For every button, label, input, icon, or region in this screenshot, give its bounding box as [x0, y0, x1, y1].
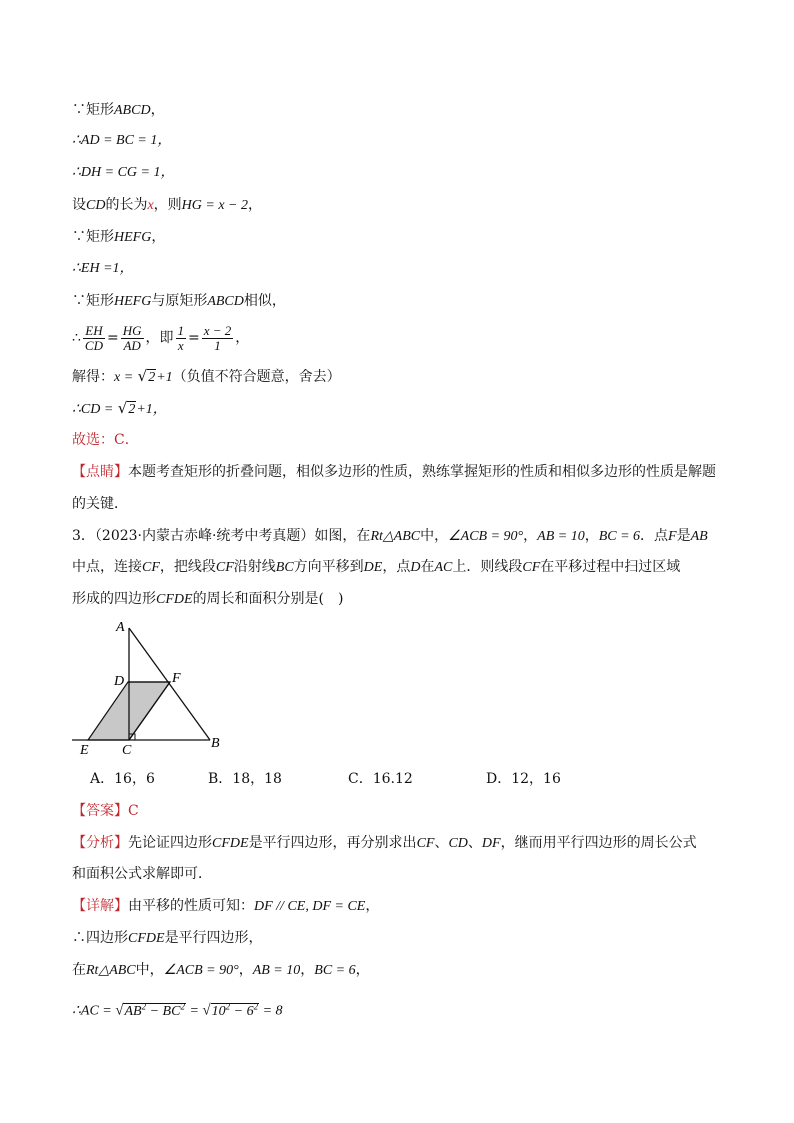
line-dh-cg: ∴DH = CG = 1，: [72, 165, 175, 180]
math-var: D: [410, 560, 421, 575]
math-var: CFDE: [156, 592, 193, 607]
text: ，: [355, 962, 370, 978]
math-var: − BC: [146, 1003, 181, 1019]
math-expr: x =: [114, 370, 134, 385]
text: ，: [150, 102, 165, 118]
text: 中点，连接: [72, 559, 142, 575]
line-analysis-cont: 和面积公式求解即可．: [72, 866, 212, 882]
math-var: CFDE: [212, 836, 249, 851]
text: 先论证四边形: [128, 835, 212, 851]
exponent: 2: [141, 1001, 147, 1011]
text: 是: [676, 528, 691, 544]
text: 中，: [135, 962, 164, 978]
numerator: HG: [122, 322, 142, 338]
fraction: [83, 324, 105, 353]
math-var: HEFG: [114, 294, 152, 309]
math-var: CFDE: [128, 931, 165, 946]
line-set-cd: [72, 195, 262, 216]
line-choice: [72, 430, 139, 450]
denominator: x: [177, 337, 184, 353]
option-b[interactable]: [208, 769, 282, 789]
math-var: − 6: [230, 1003, 254, 1019]
math-expr: BC = 6: [598, 529, 641, 544]
sqrt-sign: √: [117, 399, 128, 417]
math-var: 10: [211, 1003, 226, 1019]
numerator: 1: [177, 322, 184, 338]
section-tag: 【分析】: [72, 835, 128, 851]
line-comment-cont: 的关键．: [72, 496, 128, 512]
math-var: F: [668, 529, 677, 544]
line-comment: [72, 462, 716, 482]
text: 是平行四边形，再分别求出: [248, 835, 417, 851]
text: 、: [467, 835, 482, 851]
math-var: ABCD: [114, 103, 151, 118]
text: ∵矩形: [72, 229, 114, 245]
math-var: CD: [86, 198, 106, 213]
text: 方向平移到: [293, 559, 364, 575]
text: 是平行四边形，: [164, 930, 263, 946]
denominator: CD: [84, 337, 103, 353]
text: ，即: [145, 330, 174, 346]
text: 由平移的性质可知：: [128, 898, 254, 914]
label-a: A: [116, 620, 125, 635]
math-expr: BC = 6: [314, 963, 356, 978]
sqrt-sign: √: [137, 367, 148, 385]
question-3-line-3: [72, 589, 344, 610]
radicand: 2: [128, 402, 136, 417]
option-value: 12，16: [511, 771, 561, 787]
line-similar: [72, 291, 286, 312]
text: ∴四边形: [72, 930, 128, 946]
option-key: A．: [90, 771, 115, 787]
line-ratio: [72, 320, 249, 356]
text: ，则: [153, 197, 182, 213]
text: ，: [238, 962, 253, 978]
label-f: F: [172, 671, 181, 686]
math-expr: = 8: [259, 1003, 283, 1019]
text: 相似，: [243, 293, 286, 309]
math-expr: HG = x − 2: [181, 198, 249, 213]
text: 沿射线: [233, 559, 276, 575]
text: ∴: [72, 330, 81, 346]
math-expr: ∴AC =: [72, 1003, 112, 1019]
math-expr: +1: [156, 370, 173, 385]
math-expr: AB = 10: [252, 963, 301, 978]
math-var: AB: [690, 529, 708, 544]
denominator: AD: [123, 337, 141, 353]
exponent: 2: [180, 1001, 185, 1011]
line-rect-hefg: [72, 227, 165, 248]
fraction: [176, 324, 187, 353]
math-var: CD: [448, 836, 468, 851]
math-expr: ∠ACB = 90°: [163, 963, 239, 978]
text: 在: [420, 559, 435, 575]
text: 在平移过程中扫过区域: [540, 559, 681, 575]
text: （负值不符合题意，舍去）: [172, 369, 341, 385]
text: ，: [235, 330, 250, 346]
text: 本题考查矩形的折叠问题，相似多边形的性质，熟练掌握矩形的性质和相似多边形的性质是解题: [128, 464, 716, 480]
line-rect-abcd: [72, 100, 165, 121]
line-eh: ∴EH =1，: [72, 261, 134, 276]
triangle-figure: [72, 616, 242, 761]
text: ∵矩形: [72, 102, 114, 118]
text: 设: [72, 197, 86, 213]
math-var: x: [147, 198, 154, 213]
line-detail: [72, 896, 379, 917]
math-var: ABCD: [207, 294, 244, 309]
text: ．点: [640, 528, 669, 544]
text: ，继而用平行四边形的周长公式: [500, 835, 697, 851]
text: ，: [248, 197, 263, 213]
text: 在: [72, 962, 86, 978]
label-d: D: [114, 674, 125, 689]
line-answer: [72, 801, 139, 821]
math-expr: AB = 10: [537, 529, 585, 544]
line-solve: [72, 366, 341, 388]
label-b: B: [211, 736, 220, 751]
option-key: C．: [348, 771, 373, 787]
text: ∵矩形: [72, 293, 114, 309]
option-d[interactable]: [486, 769, 561, 789]
section-tag: 【点睛】: [72, 464, 128, 480]
answer-letter: C: [114, 432, 125, 448]
exponent: 2: [225, 1001, 231, 1011]
text: =: [188, 330, 200, 346]
text: 形成的四边形: [72, 591, 156, 607]
radicand: [123, 1003, 185, 1019]
math-var: DF: [481, 836, 501, 851]
line-triangle-given: [72, 960, 370, 981]
math-expr: Rt△ABC: [370, 529, 421, 544]
option-c[interactable]: [348, 769, 413, 789]
math-var: CF: [142, 560, 160, 575]
text: 与原矩形: [151, 293, 208, 309]
text: ，: [151, 229, 166, 245]
text: 中，: [420, 528, 449, 544]
text: 的长为: [105, 197, 148, 213]
sqrt-sign: √: [115, 1002, 124, 1019]
text: 故选：: [72, 432, 114, 448]
radicand: 2: [148, 370, 156, 385]
text: 上．则线段: [452, 559, 523, 575]
line-parallelogram: [72, 928, 263, 949]
option-a[interactable]: [90, 769, 155, 789]
math-var: CF: [416, 836, 435, 851]
text: ，: [584, 528, 599, 544]
section-tag: 【详解】: [72, 898, 128, 914]
answer-letter: C: [128, 803, 139, 819]
text: ．: [124, 432, 139, 448]
text: ，把线段: [159, 559, 216, 575]
math-var: AB: [124, 1003, 142, 1019]
math-var: CF: [522, 560, 541, 575]
text: ，: [523, 528, 538, 544]
option-value: 18，18: [232, 771, 282, 787]
math-expr: +1，: [136, 402, 167, 417]
numerator: EH: [85, 322, 103, 338]
text: ，点: [382, 559, 411, 575]
label-e: E: [80, 743, 89, 758]
section-tag: 【答案】: [72, 803, 128, 819]
text: =: [106, 330, 119, 346]
line-ac-calc: [72, 996, 283, 1022]
question-3-line-2: [72, 557, 680, 578]
text: ，: [300, 962, 315, 978]
math-expr: Rt△ABC: [86, 963, 136, 978]
math-var: BC: [275, 560, 294, 575]
math-expr: ∴CD =: [72, 402, 114, 417]
numerator: x − 2: [203, 322, 232, 338]
text: 、: [434, 835, 449, 851]
radicand: [211, 1003, 259, 1019]
math-var: CF: [215, 560, 234, 575]
math-var: DE: [363, 560, 383, 575]
label-c: C: [122, 743, 132, 758]
math-var: HEFG: [114, 230, 152, 245]
math-expr: ∠ACB = 90°: [448, 529, 524, 544]
option-value: 16.12: [372, 771, 413, 787]
fraction: [202, 324, 234, 353]
sqrt-sign: √: [202, 1002, 211, 1019]
line-analysis: [72, 833, 697, 854]
text: ，: [365, 898, 380, 914]
math-var: AC: [434, 560, 453, 575]
question-3-line-1: [72, 526, 708, 547]
exponent: 2: [253, 1001, 259, 1011]
option-key: B．: [208, 771, 233, 787]
line-cd-value: [72, 398, 167, 420]
math-expr: DF // CE, DF = CE: [254, 899, 366, 914]
text: 的周长和面积分别是( ): [192, 591, 344, 607]
text: =: [185, 1003, 199, 1019]
denominator: 1: [214, 337, 221, 353]
fraction: [121, 324, 144, 353]
option-key: D．: [486, 771, 512, 787]
text: 解得：: [72, 369, 114, 385]
option-value: 16，6: [114, 771, 155, 787]
text: 3．（2023·内蒙古赤峰·统考中考真题）如图，在: [72, 528, 371, 544]
line-ad-bc: ∴AD = BC = 1，: [72, 133, 172, 148]
